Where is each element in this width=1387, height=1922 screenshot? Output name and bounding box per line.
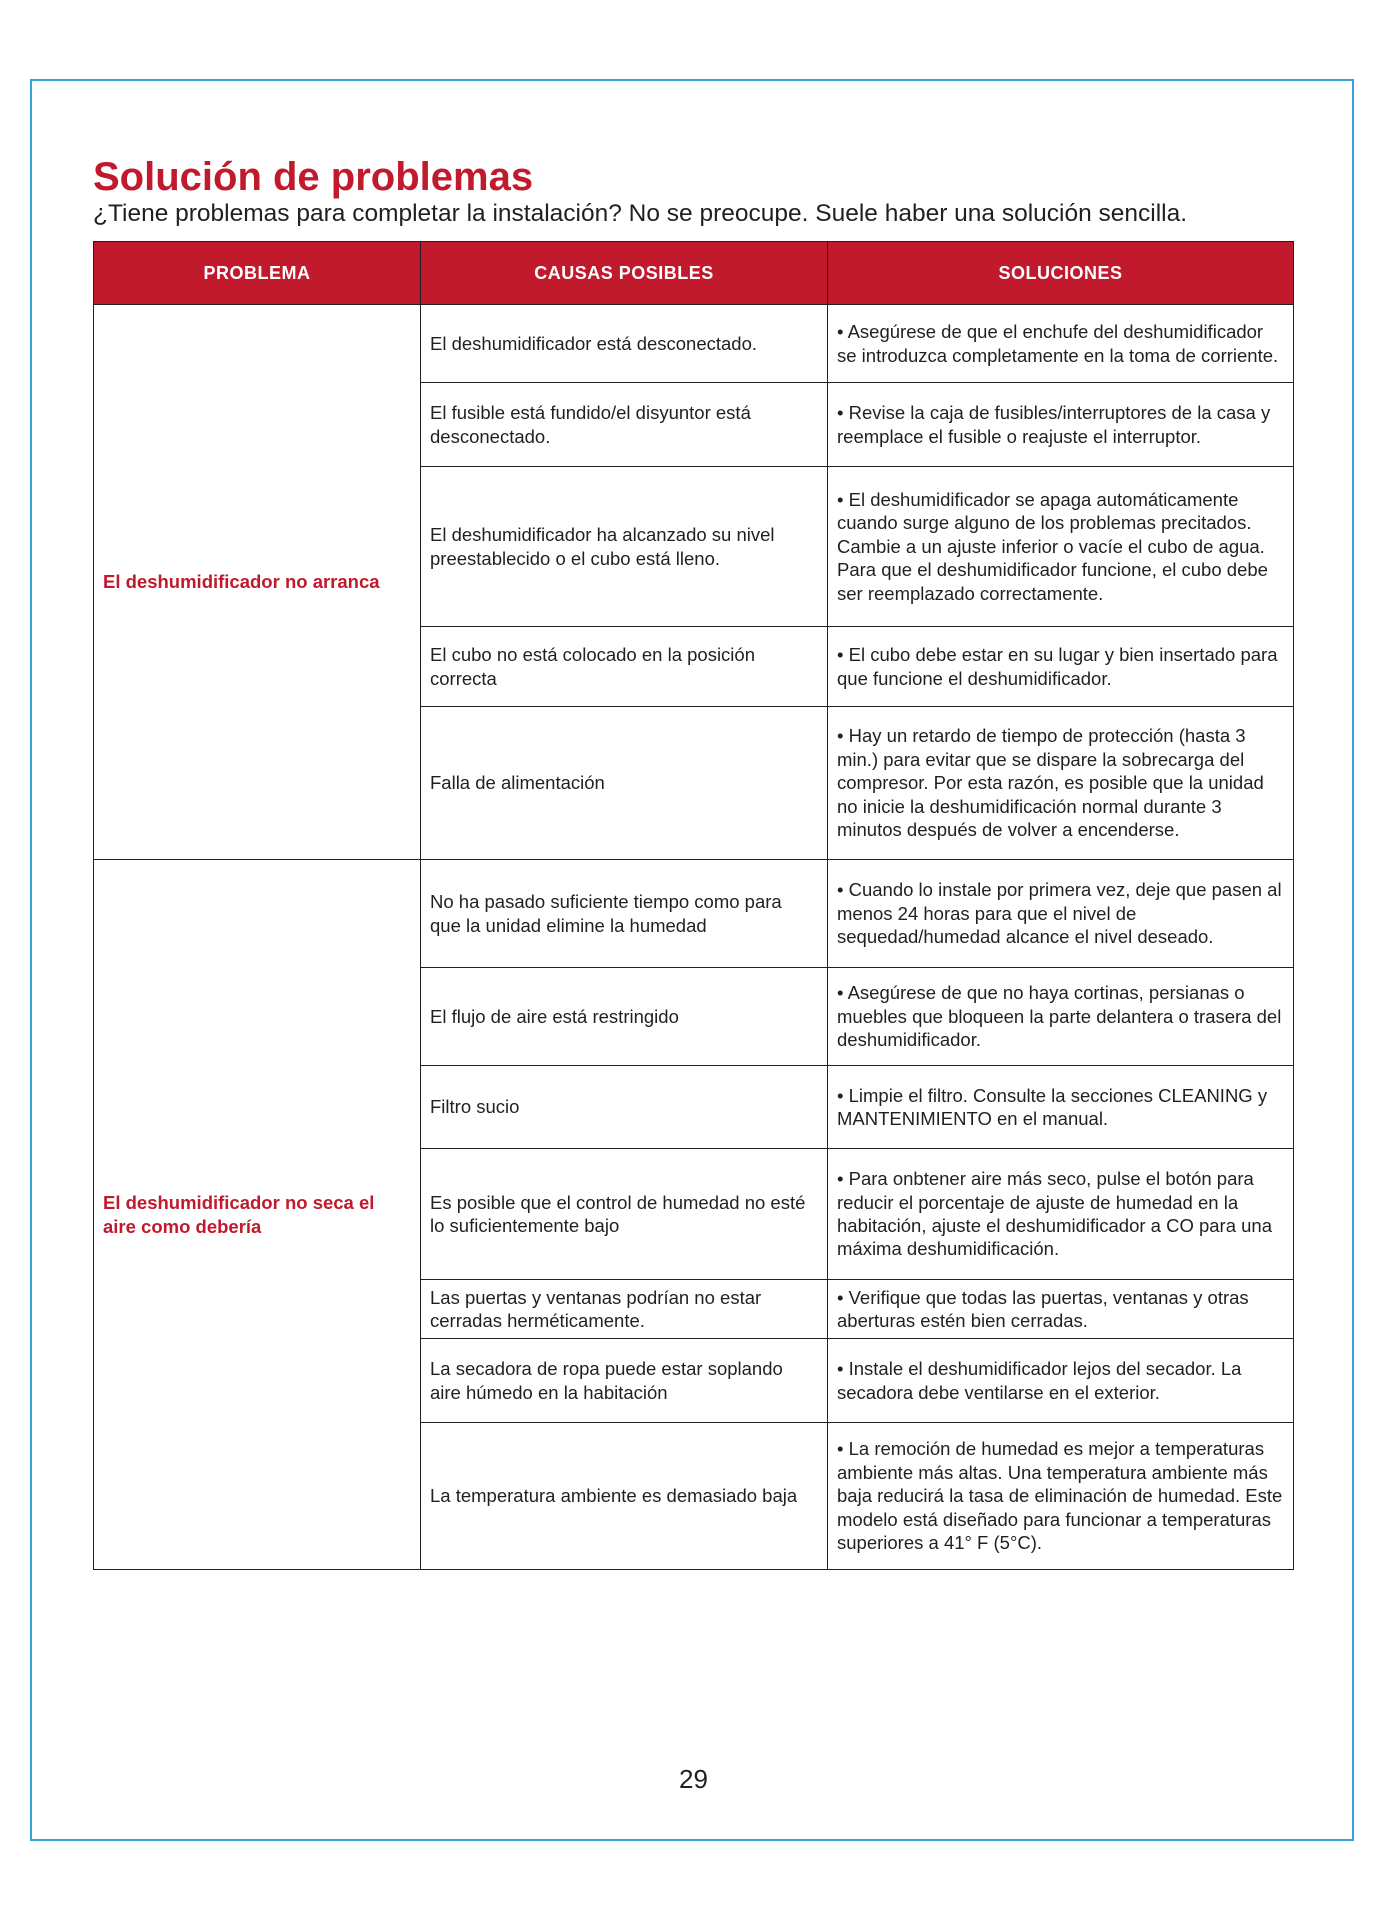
page-number: 29 bbox=[679, 1764, 708, 1794]
cause-cell: Es posible que el control de humedad no esté lo suficientemente bajo bbox=[421, 1149, 828, 1280]
solution-cell: • Cuando lo instale por primera vez, deje que pasen al menos 24 horas para que el nivel de sequedad/humedad alcance el nivel deseado. bbox=[828, 860, 1294, 968]
solution-cell: • El cubo debe estar en su lugar y bien insertado para que funcione el deshumidificador. bbox=[828, 627, 1294, 707]
page-subtitle: ¿Tiene problemas para completar la instalación? No se preocupe. Suele haber una solución sencilla. bbox=[93, 200, 1188, 227]
cause-cell: El fusible está fundido/el disyuntor está desconectado. bbox=[421, 383, 828, 467]
troubleshooting-table bbox=[93, 241, 1294, 1570]
solution-cell: • Revise la caja de fusibles/interruptores de la casa y reemplace el fusible o reajuste el interruptor. bbox=[828, 383, 1294, 467]
solution-cell: • Asegúrese de que el enchufe del deshumidificador se introduzca completamente en la toma de corriente. bbox=[828, 305, 1294, 383]
solution-cell: • Asegúrese de que no haya cortinas, persianas o muebles que bloqueen la parte delantera o trasera del deshumidificador. bbox=[828, 968, 1294, 1066]
solution-cell: • Para onbtener aire más seco, pulse el botón para reducir el porcentaje de ajuste de humedad en la habitación, ajuste el deshumidificador a CO para una máxima deshumidificación. bbox=[828, 1149, 1294, 1280]
solution-cell: • El deshumidificador se apaga automáticamente cuando surge alguno de los problemas precitados. Cambie a un ajuste inferior o vacíe el cubo de agua. Para que el deshumidificador funcione, el cubo debe ser reemplazado correctamente. bbox=[828, 467, 1294, 627]
cause-cell: Las puertas y ventanas podrían no estar cerradas herméticamente. bbox=[421, 1280, 828, 1339]
header-problem: PROBLEMA bbox=[94, 242, 421, 305]
solution-cell: • Hay un retardo de tiempo de protección (hasta 3 min.) para evitar que se dispare la sobrecarga del compresor. Por esta razón, es posible que la unidad no inicie la deshumidificación normal durante 3 minutos después de volver a encenderse. bbox=[828, 707, 1294, 860]
cause-cell: Falla de alimentación bbox=[421, 707, 828, 860]
cause-cell: El cubo no está colocado en la posición correcta bbox=[421, 627, 828, 707]
cause-cell: La temperatura ambiente es demasiado baja bbox=[421, 1423, 828, 1570]
cause-cell: No ha pasado suficiente tiempo como para que la unidad elimine la humedad bbox=[421, 860, 828, 968]
solution-cell: • Instale el deshumidificador lejos del secador. La secadora debe ventilarse en el exterior. bbox=[828, 1339, 1294, 1423]
solution-cell: • Limpie el filtro. Consulte la secciones CLEANING y MANTENIMIENTO en el manual. bbox=[828, 1066, 1294, 1149]
cause-cell: El deshumidificador ha alcanzado su nivel preestablecido o el cubo está lleno. bbox=[421, 467, 828, 627]
table-row bbox=[94, 860, 1294, 968]
problem-cell: El deshumidificador no seca el aire como debería bbox=[94, 860, 421, 1570]
cause-cell: La secadora de ropa puede estar soplando aire húmedo en la habitación bbox=[421, 1339, 828, 1423]
problem-cell: El deshumidificador no arranca bbox=[94, 305, 421, 860]
cause-cell: Filtro sucio bbox=[421, 1066, 828, 1149]
table-header-row bbox=[94, 242, 1294, 305]
cause-cell: El flujo de aire está restringido bbox=[421, 968, 828, 1066]
cause-cell: El deshumidificador está desconectado. bbox=[421, 305, 828, 383]
solution-cell: • La remoción de humedad es mejor a temperaturas ambiente más altas. Una temperatura ambiente más baja reducirá la tasa de eliminación de humedad. Este modelo está diseñado para funcionar a temperaturas superiores a 41° F (5°C). bbox=[828, 1423, 1294, 1570]
header-causes: CAUSAS POSIBLES bbox=[421, 242, 828, 305]
page-title: Solución de problemas bbox=[93, 155, 534, 199]
header-solutions: SOLUCIONES bbox=[828, 242, 1294, 305]
table-row bbox=[94, 305, 1294, 383]
solution-cell: • Verifique que todas las puertas, ventanas y otras aberturas estén bien cerradas. bbox=[828, 1280, 1294, 1339]
